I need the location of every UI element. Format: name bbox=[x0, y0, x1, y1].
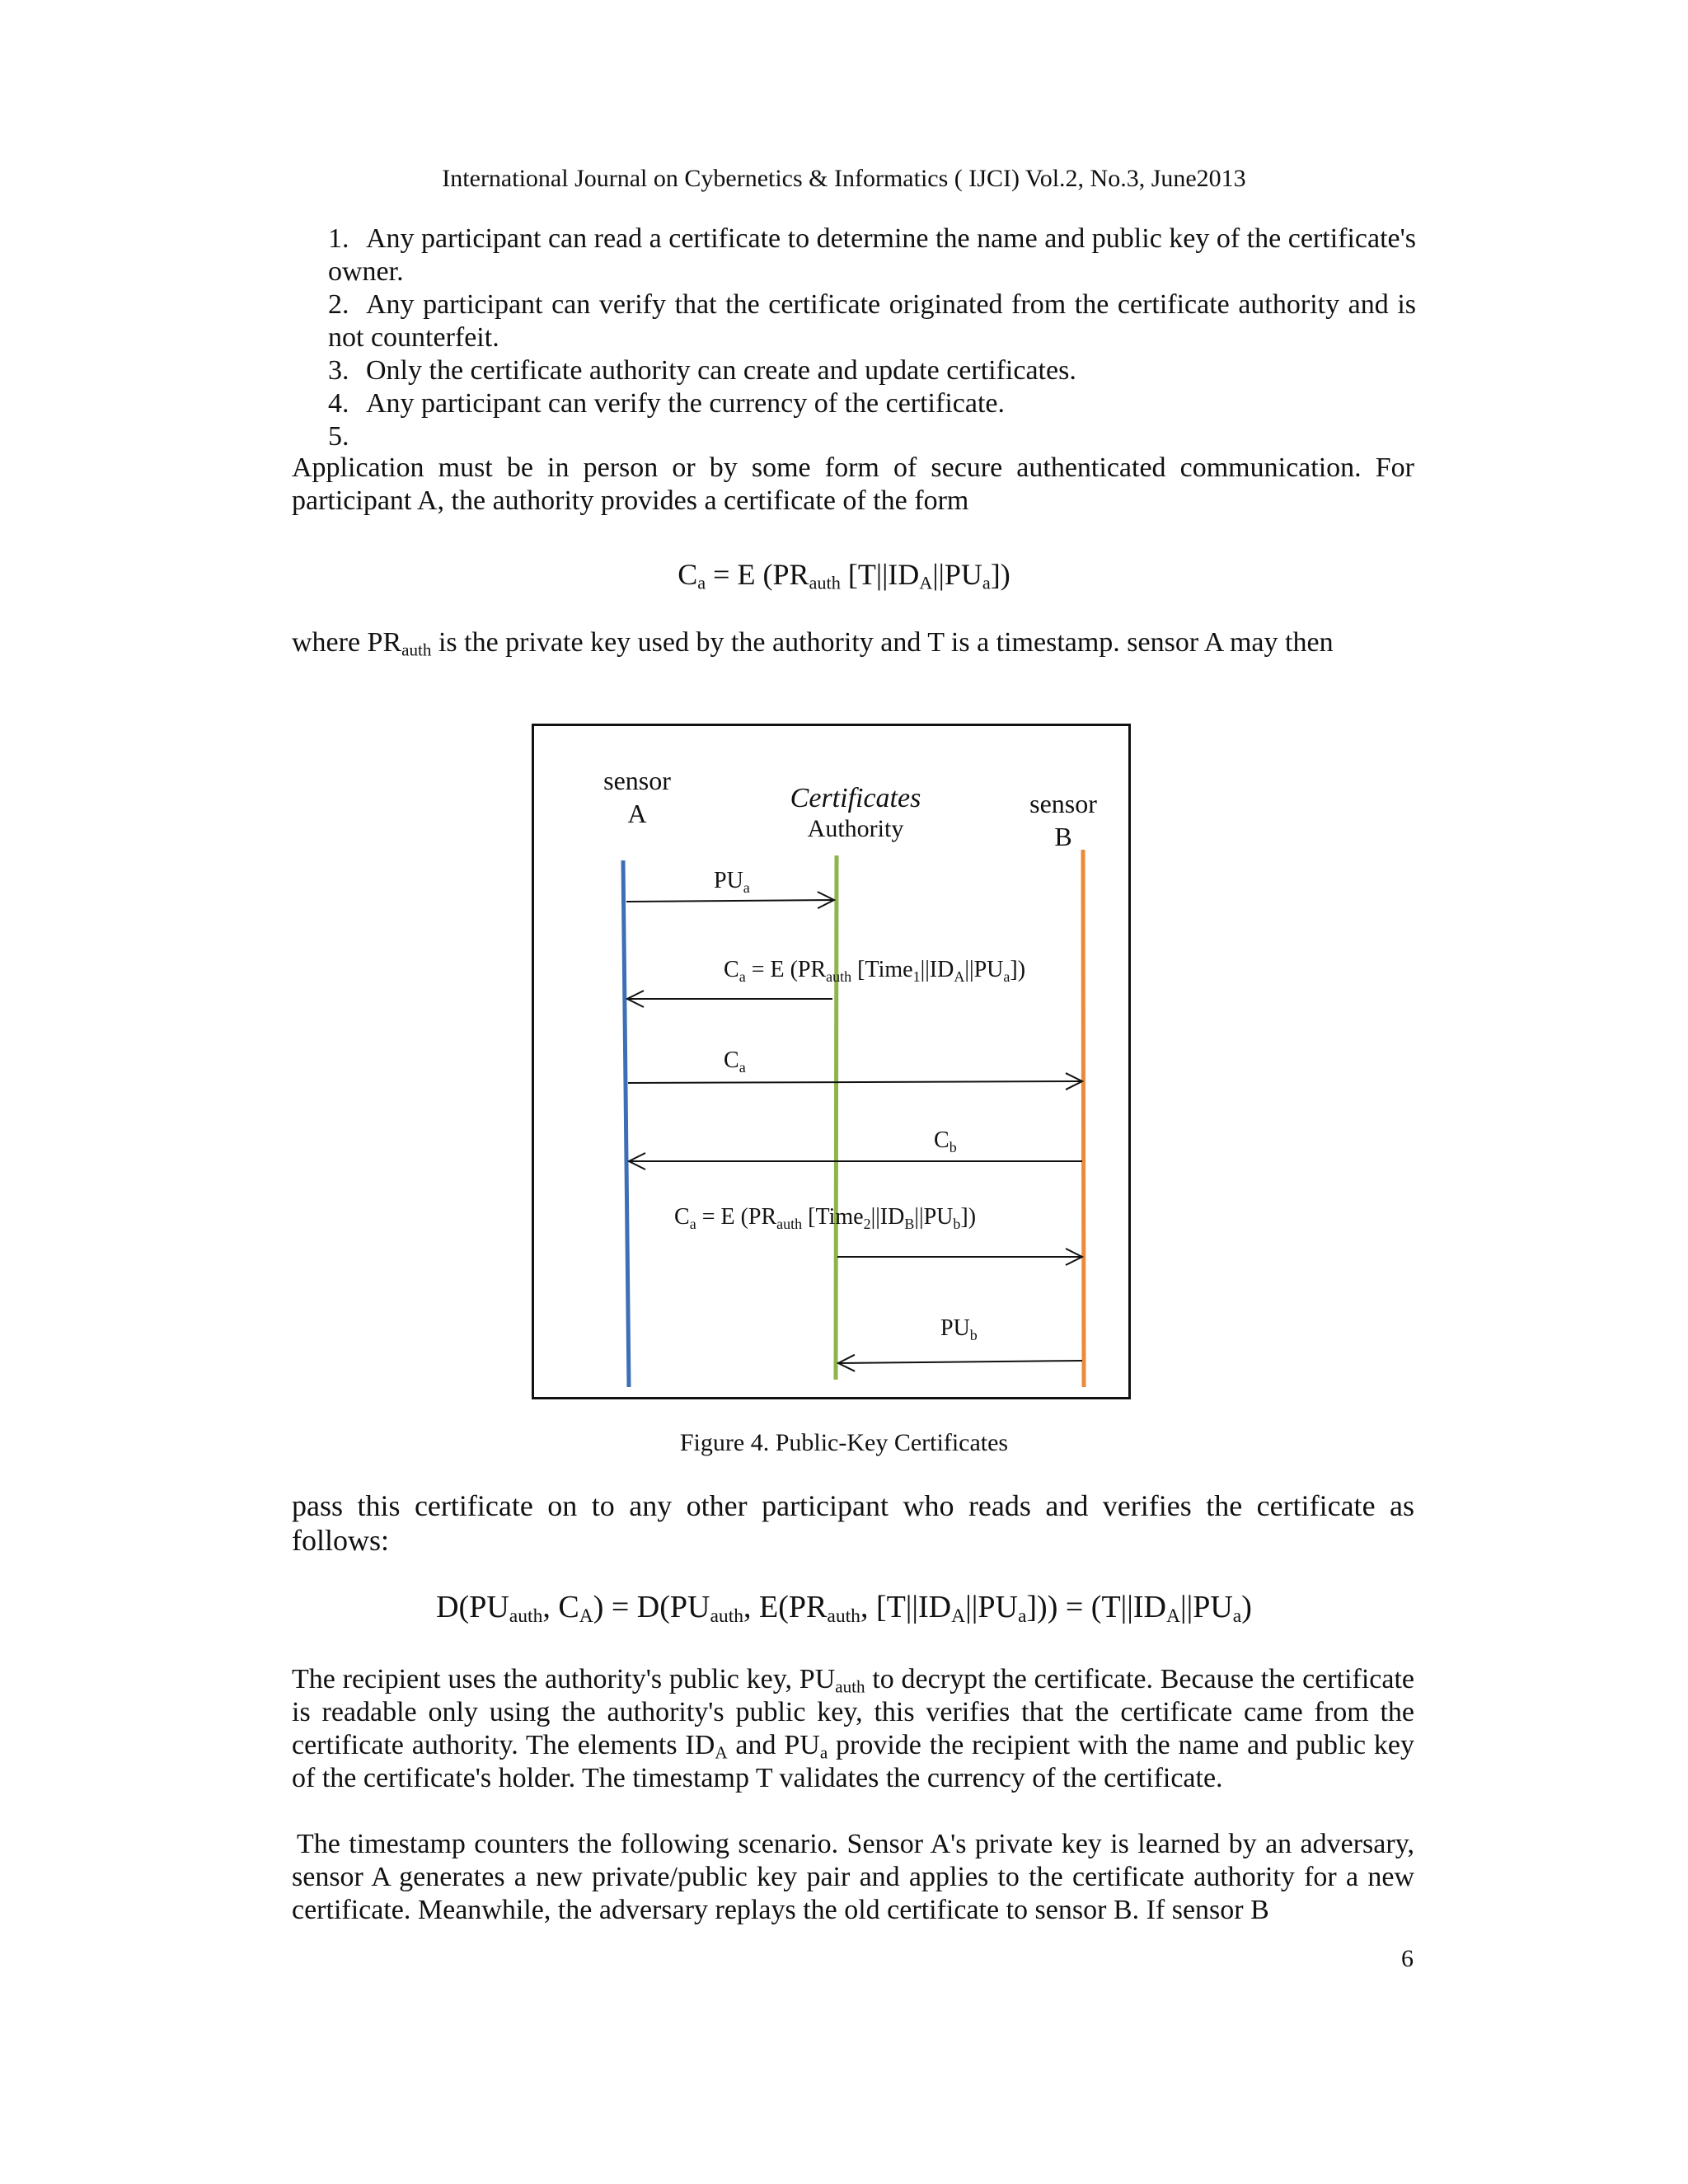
paragraph-recipient: The recipient uses the authority's public key, $PU_{auth}$ to decrypt the certificate. Because the certificate is readable only using the authority's public key, this verifies that the certificate came from the certificate authority. The elements $ID_A$ and $PU_a$ provide the recipient with the name and public key of the certificate's holder. The timestamp T validates the currency of the certificate. bbox=[292, 1664, 1415, 1793]
paragraph-where: where $PR_{auth}$ is the private key used by the authority and T is a timestamp. sensor A may then bbox=[292, 627, 1334, 660]
figure-caption: Figure 4. Public-Key Certificates bbox=[679, 1429, 1009, 1456]
authority-label-1: Certificates bbox=[790, 783, 921, 813]
paragraph-timestamp: The timestamp counters the following scenario. Sensor A's private key is learned by an adversary, sensor A generates a new private/public key pair and applies to the certificate authority for a new certificate. Meanwhile, the adversary replays the old certificate to sensor B. If sensor B bbox=[292, 1829, 1414, 1925]
sequence-diagram-svg bbox=[534, 726, 1128, 1397]
list-item: 4. Any participant can verify the currency of the certificate. bbox=[328, 388, 1005, 419]
sensor-b-label-1: sensor bbox=[1029, 789, 1097, 818]
paragraph-application: Application must be in person or by some form of secure authenticated communication. For participant A, the authority provides a certificate of the form bbox=[292, 452, 1414, 516]
figure-sequence-diagram bbox=[532, 724, 1131, 1399]
sensor-b-label-2: B bbox=[1054, 822, 1072, 851]
sensor-b-lifeline bbox=[1083, 850, 1084, 1387]
sensor-a-lifeline bbox=[623, 860, 629, 1387]
authority-lifeline bbox=[836, 855, 837, 1380]
list-item: 1. Any participant can read a certificate to determine the name and public key of the certificate's owner. bbox=[328, 223, 1416, 287]
message-arrow-pua bbox=[626, 900, 834, 902]
message-label-cb: $C_b$ bbox=[934, 1127, 957, 1155]
message-arrow-ca-forward bbox=[628, 1081, 1082, 1083]
sensor-a-label-1: sensor bbox=[603, 766, 671, 795]
page-number: 6 bbox=[1401, 1945, 1414, 1972]
equation-certificate: $C_a = E$ ($PR_{auth}$ $[T||ID_A||PU_a]$) bbox=[678, 558, 1010, 593]
message-label-pua: $PU_a$ bbox=[714, 868, 750, 896]
list-item: 2. Any participant can verify that the certificate originated from the certificate authority and is not counterfeit. bbox=[328, 289, 1416, 353]
list-item: 3. Only the certificate authority can create and update certificates. bbox=[328, 355, 1076, 386]
message-label-ca-forward: $C_a$ bbox=[724, 1047, 746, 1076]
list-item: 5. bbox=[328, 421, 349, 452]
paragraph-pass-certificate: pass this certificate on to any other participant who reads and verifies the certificate as follows: bbox=[292, 1489, 1414, 1557]
message-label-cb-issue: $C_a = E$ ($PR_{auth}$ $[Time_2||ID_B||PU_b]$) bbox=[674, 1204, 977, 1232]
message-label-ca-issue: $C_a = E$ ($PR_{auth}$ $[Time_1||ID_A||PU_a]$) bbox=[724, 957, 1026, 985]
sensor-a-label-2: A bbox=[627, 799, 647, 828]
message-label-pub: $PU_b$ bbox=[940, 1315, 978, 1343]
equation-verification: $D(PU_{auth}$, $C_A) = D(PU_{auth}$, $E(PR_{auth}$, $[T||ID_A||PU_a])) = (T||ID_A||PU_a)$ bbox=[436, 1590, 1252, 1627]
authority-label-2: Authority bbox=[807, 815, 904, 842]
message-arrow-pub bbox=[838, 1361, 1082, 1363]
requirements-list bbox=[328, 223, 1416, 453]
journal-header: International Journal on Cybernetics & Informatics ( IJCI) Vol.2, No.3, June2013 bbox=[442, 165, 1246, 192]
